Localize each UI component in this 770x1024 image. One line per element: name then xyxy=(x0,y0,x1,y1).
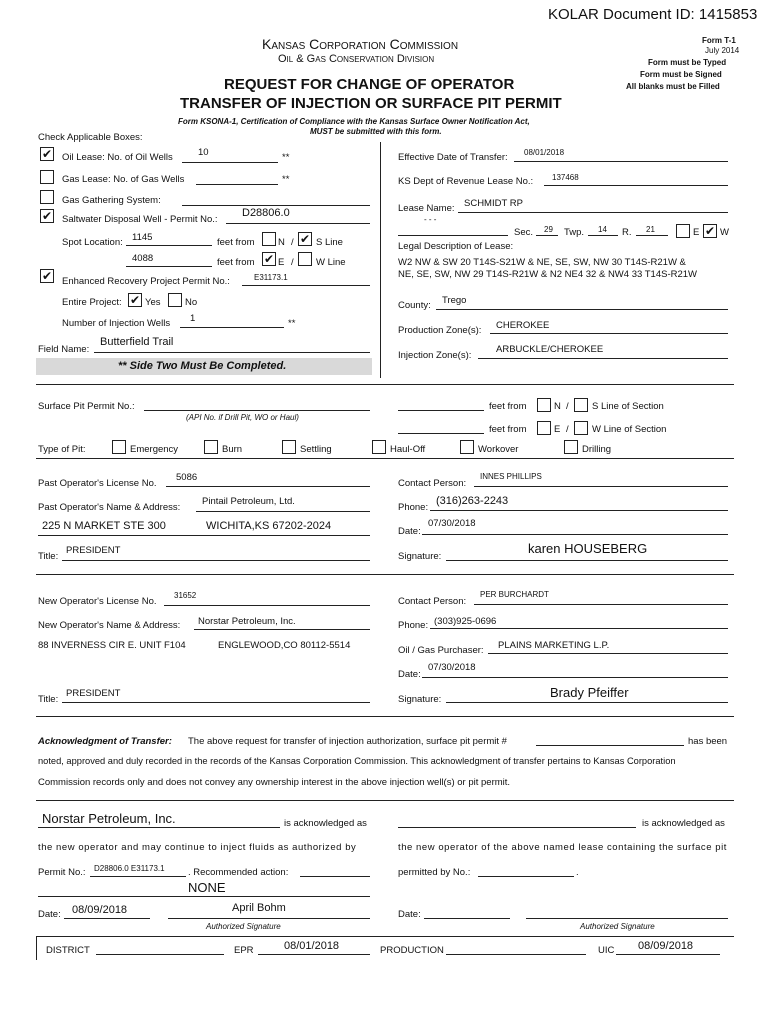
gas-gathering-checkbox[interactable] xyxy=(40,190,54,204)
pit-settling-label: Settling xyxy=(300,444,332,455)
legal-description-label: Legal Description of Lease: xyxy=(398,241,514,252)
effective-date-label: Effective Date of Transfer: xyxy=(398,152,508,163)
ack-has-been: has been xyxy=(688,736,728,747)
gas-wells-line xyxy=(196,184,278,185)
new-phone-label: Phone: xyxy=(398,620,429,631)
footer-rule xyxy=(36,936,734,937)
past-name-address-label: Past Operator's Name & Address: xyxy=(38,502,181,513)
ack-permit-no-line xyxy=(90,876,186,877)
past-license-line xyxy=(166,486,370,487)
slash-separator: / xyxy=(291,237,294,248)
swd-permit-line xyxy=(226,223,370,224)
eor-checkbox[interactable]: ✔ xyxy=(41,269,53,283)
past-date-value[interactable]: 07/30/2018 xyxy=(428,518,476,529)
new-name-address-label: New Operator's Name & Address: xyxy=(38,620,181,631)
injection-wells-line xyxy=(180,327,284,328)
past-signature-label: Signature: xyxy=(398,551,442,562)
range-value[interactable]: 21 xyxy=(646,225,655,234)
ack-left-is-acknowledged: is acknowledged as xyxy=(284,818,367,829)
ack-left-text: the new operator and may continue to inject fluids as authorized by xyxy=(38,842,357,853)
ack-right-company-line xyxy=(398,827,636,828)
ack-permitted-period: . xyxy=(576,867,579,878)
past-contact-value[interactable]: INNES PHILLIPS xyxy=(480,472,542,481)
purchaser-value[interactable]: PLAINS MARKETING L.P. xyxy=(498,640,610,651)
purchaser-label: Oil / Gas Purchaser: xyxy=(398,645,484,656)
field-name-value[interactable]: Butterfield Trail xyxy=(100,336,174,348)
new-signature-label: Signature: xyxy=(398,694,442,705)
new-license-line xyxy=(164,605,370,606)
injection-wells-label: Number of Injection Wells xyxy=(62,318,171,329)
ack-right-date-line xyxy=(424,918,510,919)
lease-name-label: Lease Name: xyxy=(398,203,455,214)
swd-permit-value[interactable]: D28806.0 xyxy=(242,207,290,219)
past-contact-label: Contact Person: xyxy=(398,478,467,489)
swd-checkbox[interactable]: ✔ xyxy=(41,209,53,223)
pit-n-label: N xyxy=(554,401,561,412)
pit-burn-checkbox[interactable] xyxy=(204,440,218,454)
past-title-label: Title: xyxy=(38,551,59,562)
gas-gathering-label: Gas Gathering System: xyxy=(62,195,161,206)
range-w-label: W xyxy=(720,227,729,238)
new-phone-value[interactable]: (303)925-0696 xyxy=(434,616,497,627)
footer-epr-line xyxy=(258,954,370,955)
oil-lease-label: Oil Lease: No. of Oil Wells xyxy=(62,152,173,163)
requirement-signed: Form must be Signed xyxy=(640,70,722,79)
ack-right-auth-signature: Authorized Signature xyxy=(580,922,655,931)
production-zone-value[interactable]: CHEROKEE xyxy=(496,320,550,331)
location-qtr-line xyxy=(398,235,508,236)
entire-no-checkbox[interactable] xyxy=(168,293,182,307)
effective-date-line xyxy=(514,161,728,162)
pit-hauloff-checkbox[interactable] xyxy=(372,440,386,454)
past-title-value[interactable]: PRESIDENT xyxy=(66,545,121,556)
new-license-value[interactable]: 31652 xyxy=(174,591,197,600)
field-name-label: Field Name: xyxy=(38,344,90,355)
ack-left-date-label: Date: xyxy=(38,909,61,920)
oil-wells-stars: ** xyxy=(282,152,290,163)
injection-wells-stars: ** xyxy=(288,318,296,329)
pit-n-checkbox[interactable] xyxy=(537,398,551,412)
new-contact-value[interactable]: PER BURCHARDT xyxy=(480,590,549,599)
past-signature-value[interactable]: karen HOUSEBERG xyxy=(528,541,648,556)
spot-s-checkbox[interactable]: ✔ xyxy=(299,232,311,246)
footer-production-label: PRODUCTION xyxy=(380,945,444,956)
range-e-checkbox[interactable] xyxy=(676,224,690,238)
new-contact-label: Contact Person: xyxy=(398,596,467,607)
pit-ew-feet-label: feet from xyxy=(489,424,527,435)
section-rule xyxy=(36,716,734,717)
ack-recommended-label: . Recommended action: xyxy=(188,867,289,878)
ks-revenue-label: KS Dept of Revenue Lease No.: xyxy=(398,176,534,187)
past-license-label: Past Operator's License No. xyxy=(38,478,157,489)
past-operator-name[interactable]: Pintail Petroleum, Ltd. xyxy=(202,496,295,507)
requirement-typed: Form must be Typed xyxy=(648,58,727,67)
side-two-notice: ** Side Two Must Be Completed. xyxy=(118,360,287,372)
effective-date-value[interactable]: 08/01/2018 xyxy=(524,148,565,157)
ack-right-date-label: Date: xyxy=(398,909,421,920)
range-e-label: E xyxy=(693,227,700,238)
location-dashes: - - - xyxy=(424,215,437,224)
pit-drilling-label: Drilling xyxy=(582,444,612,455)
slash-separator: / xyxy=(566,401,569,412)
ack-company-line xyxy=(38,827,280,828)
new-date-value[interactable]: 07/30/2018 xyxy=(428,662,476,673)
pit-type-label: Type of Pit: xyxy=(38,444,86,455)
pit-workover-checkbox[interactable] xyxy=(460,440,474,454)
section-rule xyxy=(36,458,734,459)
check-boxes-label: Check Applicable Boxes: xyxy=(38,132,143,143)
spot-ew-feet-label: feet from xyxy=(217,257,255,268)
past-license-value[interactable]: 5086 xyxy=(176,472,198,483)
entire-no-label: No xyxy=(185,297,198,308)
injection-wells-value[interactable]: 1 xyxy=(190,313,196,324)
county-value[interactable]: Trego xyxy=(442,295,467,306)
past-address-line2[interactable]: WICHITA,KS 67202-2024 xyxy=(206,520,332,532)
pit-ns-feet-label: feet from xyxy=(489,401,527,412)
new-title-line xyxy=(62,702,370,703)
oil-wells-line xyxy=(182,162,278,163)
injection-zone-label: Injection Zone(s): xyxy=(398,350,472,361)
pit-drilling-checkbox[interactable] xyxy=(564,440,578,454)
entire-yes-label: Yes xyxy=(145,297,161,308)
past-date-label: Date: xyxy=(398,526,421,537)
agency-name: Kansas Corporation Commission xyxy=(262,36,459,52)
surface-pit-label: Surface Pit Permit No.: xyxy=(38,401,135,412)
ack-permit-no-value[interactable]: D28806.0 E31173.1 xyxy=(94,864,165,873)
surface-pit-line xyxy=(144,410,370,411)
ack-right-is-acknowledged: is acknowledged as xyxy=(642,818,725,829)
ack-company-value[interactable]: Norstar Petroleum, Inc. xyxy=(42,811,176,826)
ack-action-line xyxy=(38,896,370,897)
document-id: KOLAR Document ID: 1415853 xyxy=(548,6,758,23)
footer-epr-label: EPR xyxy=(234,945,254,956)
new-date-label: Date: xyxy=(398,669,421,680)
form-title-line2: TRANSFER OF INJECTION OR SURFACE PIT PERMIT xyxy=(180,95,562,112)
pit-ew-line xyxy=(398,433,484,434)
pit-burn-label: Burn xyxy=(222,444,243,455)
new-date-line xyxy=(422,677,728,678)
range-label: R. xyxy=(622,227,632,238)
spot-e-checkbox[interactable]: ✔ xyxy=(263,252,275,266)
pit-emergency-checkbox[interactable] xyxy=(112,440,126,454)
spot-ns-feet-label: feet from xyxy=(217,237,255,248)
past-date-line xyxy=(422,534,728,535)
new-title-label: Title: xyxy=(38,694,59,705)
footer-uic-label: UIC xyxy=(598,945,615,956)
pit-ns-line xyxy=(398,410,484,411)
form-subtitle-line2: MUST be submitted with this form. xyxy=(310,127,442,136)
past-phone-label: Phone: xyxy=(398,502,429,513)
new-phone-line xyxy=(430,628,728,629)
past-signature-line xyxy=(446,560,728,561)
pit-w-line-label: W Line of Section xyxy=(592,424,667,435)
pit-s-checkbox[interactable] xyxy=(574,398,588,412)
legal-description-line1[interactable]: W2 NW & SW 20 T14S-S21W & NE, SE, SW, NW 30 T14S-R21W & xyxy=(398,257,686,268)
ack-left-date-value[interactable]: 08/09/2018 xyxy=(72,904,128,916)
sec-value[interactable]: 29 xyxy=(544,225,553,234)
county-label: County: xyxy=(398,300,431,311)
footer-uic-line xyxy=(616,954,720,955)
footer-district-label: DISTRICT xyxy=(46,945,90,956)
new-license-label: New Operator's License No. xyxy=(38,596,157,607)
api-note: (API No. if Drill Pit, WO or Haul) xyxy=(186,413,299,422)
range-line xyxy=(636,235,668,236)
new-name-line xyxy=(194,629,370,630)
spot-ew-value[interactable]: 4088 xyxy=(132,253,154,264)
past-address-underline xyxy=(38,535,370,536)
sec-label: Sec. xyxy=(514,227,534,238)
slash-separator: / xyxy=(291,257,294,268)
pit-hauloff-label: Haul-Off xyxy=(390,444,426,455)
footer-district-line xyxy=(96,954,224,955)
eor-label: Enhanced Recovery Project Permit No.: xyxy=(62,276,230,287)
ack-line2: noted, approved and duly recorded in the records of the Kansas Corporation Commission. This acknowledgment of transfer pertains to Kansas Corporation xyxy=(38,756,676,766)
form-subtitle-line1: Form KSONA-1, Certification of Compliance with the Kansas Surface Owner Notification Act, xyxy=(178,117,530,126)
spot-n-label: N xyxy=(278,237,285,248)
ack-action-value[interactable]: NONE xyxy=(188,880,226,895)
ack-line3: Commission records only and does not convey any ownership interest in the above injection well(s) or pit permit. xyxy=(38,777,511,788)
pit-workover-label: Workover xyxy=(478,444,519,455)
injection-zone-value[interactable]: ARBUCKLE/CHEROKEE xyxy=(496,344,604,355)
new-address-line2[interactable]: ENGLEWOOD,CO 80112-5514 xyxy=(218,640,351,651)
past-phone-value[interactable]: (316)263-2243 xyxy=(436,495,509,507)
ack-line1: The above request for transfer of injection authorization, surface pit permit # xyxy=(188,736,507,747)
eor-permit-line xyxy=(242,285,370,286)
twp-label: Twp. xyxy=(564,227,585,238)
legal-description-line2[interactable]: NE, SE, SW, NW 29 T14S-R21W & N2 NE4 32 & NW4 33 T14S-R21W xyxy=(398,269,697,280)
new-address-line1[interactable]: 88 INVERNESS CIR E. UNIT F104 xyxy=(38,640,186,651)
gas-wells-stars: ** xyxy=(282,174,290,185)
spot-e-label: E xyxy=(278,257,285,268)
footer-epr-value[interactable]: 08/01/2018 xyxy=(284,940,340,952)
ack-permitted-by-label: permitted by No.: xyxy=(398,867,471,878)
past-address-line1[interactable]: 225 N MARKET STE 300 xyxy=(42,520,166,532)
ack-left-auth-signature: Authorized Signature xyxy=(206,922,281,931)
new-title-value[interactable]: PRESIDENT xyxy=(66,688,121,699)
twp-value[interactable]: 14 xyxy=(598,225,607,234)
spot-ns-line xyxy=(126,245,212,246)
form-date: July 2014 xyxy=(705,46,740,55)
spot-ns-value[interactable]: 1145 xyxy=(132,232,153,243)
new-signature-line xyxy=(446,702,728,703)
new-signature-value[interactable]: Brady Pfeiffer xyxy=(550,685,629,700)
spot-ew-line xyxy=(126,266,212,267)
spot-s-line-label: S Line xyxy=(316,237,343,248)
footer-production-line xyxy=(446,954,586,955)
ack-right-text: the new operator of the above named lease containing the surface pit xyxy=(398,842,727,853)
requirement-filled: All blanks must be Filled xyxy=(626,82,720,91)
field-name-line xyxy=(94,352,370,353)
gas-lease-checkbox[interactable] xyxy=(40,170,54,184)
section-divider xyxy=(380,142,381,378)
ack-permit-no-label: Permit No.: xyxy=(38,867,86,878)
ack-recommended-line xyxy=(300,876,370,877)
new-operator-name[interactable]: Norstar Petroleum, Inc. xyxy=(198,616,296,627)
production-zone-label: Production Zone(s): xyxy=(398,325,482,336)
lease-name-line xyxy=(458,212,728,213)
spot-w-line-label: W Line xyxy=(316,257,346,268)
pit-emergency-label: Emergency xyxy=(130,444,179,455)
ks-revenue-line xyxy=(544,185,728,186)
ack-permitted-by-line xyxy=(478,876,574,877)
ack-heading: Acknowledgment of Transfer: xyxy=(38,736,172,747)
section-rule xyxy=(36,800,734,801)
ack-left-date-line xyxy=(64,918,150,919)
past-title-line xyxy=(62,560,370,561)
ack-right-signature-line xyxy=(526,918,728,919)
section-rule xyxy=(36,574,734,575)
spot-w-checkbox[interactable] xyxy=(298,252,312,266)
eor-permit-value[interactable]: E31173.1 xyxy=(254,273,288,282)
new-contact-line xyxy=(474,604,728,605)
oil-lease-checkbox[interactable]: ✔ xyxy=(41,147,53,161)
past-phone-line xyxy=(430,510,728,511)
form-number: Form T-1 xyxy=(702,36,736,45)
division-name: Oil & Gas Conservation Division xyxy=(278,53,435,65)
swd-label: Saltwater Disposal Well - Permit No.: xyxy=(62,214,218,225)
past-name-line xyxy=(196,511,370,512)
gas-gathering-line xyxy=(182,205,370,206)
footer-left-edge xyxy=(36,936,37,960)
entire-project-label: Entire Project: xyxy=(62,297,122,308)
pit-s-line-label: S Line of Section xyxy=(592,401,664,412)
pit-settling-checkbox[interactable] xyxy=(282,440,296,454)
ack-pit-permit-line xyxy=(536,745,684,746)
sec-line xyxy=(536,235,558,236)
twp-line xyxy=(588,235,618,236)
pit-e-label: E xyxy=(554,424,561,435)
spot-n-checkbox[interactable] xyxy=(262,232,276,246)
past-contact-line xyxy=(474,486,728,487)
injection-zone-line xyxy=(478,358,728,359)
entire-yes-checkbox[interactable]: ✔ xyxy=(129,293,141,307)
ks-revenue-value[interactable]: 137468 xyxy=(552,173,579,182)
ack-left-signer[interactable]: April Bohm xyxy=(232,902,286,914)
range-w-checkbox[interactable]: ✔ xyxy=(704,224,716,238)
slash-separator: / xyxy=(566,424,569,435)
footer-uic-value[interactable]: 08/09/2018 xyxy=(638,940,694,952)
section-rule xyxy=(36,384,734,385)
pit-w-checkbox[interactable] xyxy=(574,421,588,435)
pit-e-checkbox[interactable] xyxy=(537,421,551,435)
oil-wells-value[interactable]: 10 xyxy=(198,147,209,158)
purchaser-line xyxy=(488,653,728,654)
county-line xyxy=(436,309,728,310)
form-title-line1: REQUEST FOR CHANGE OF OPERATOR xyxy=(224,76,515,93)
gas-lease-label: Gas Lease: No. of Gas Wells xyxy=(62,174,185,185)
production-zone-line xyxy=(490,333,728,334)
lease-name-value[interactable]: SCHMIDT RP xyxy=(464,198,523,209)
ack-left-signature-line xyxy=(168,918,370,919)
spot-location-label: Spot Location: xyxy=(62,237,123,248)
